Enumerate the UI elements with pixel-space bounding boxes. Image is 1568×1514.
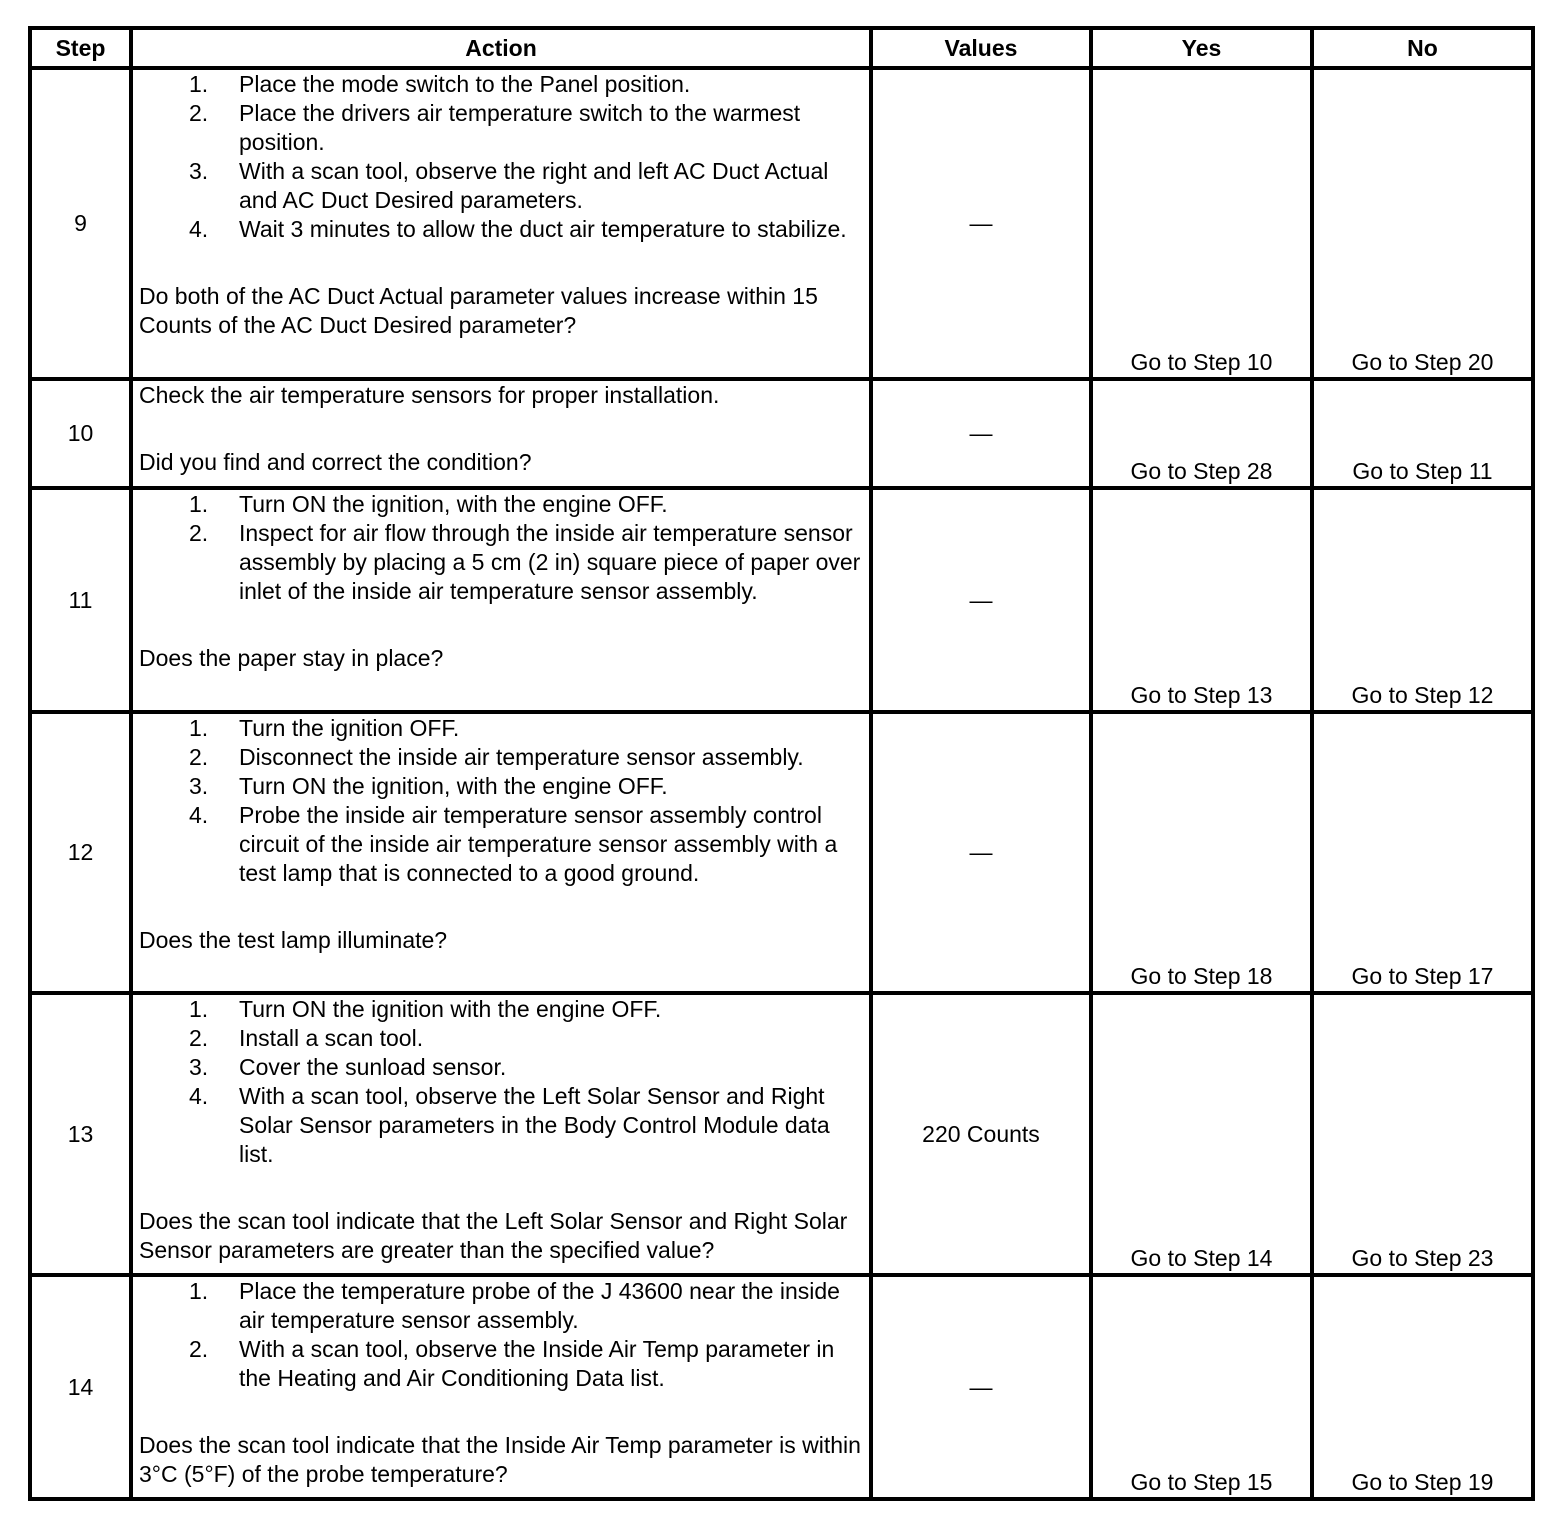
action-list bbox=[139, 714, 863, 888]
action-cell bbox=[131, 993, 871, 1275]
action-item: Turn ON the ignition, with the engine OFF. bbox=[239, 491, 668, 517]
header-step: Step bbox=[30, 28, 131, 68]
yes-cell: Go to Step 13 bbox=[1091, 488, 1312, 712]
action-item: Place the drivers air temperature switch to the warmest position. bbox=[239, 100, 801, 155]
header-no: No bbox=[1312, 28, 1533, 68]
action-item: Turn the ignition OFF. bbox=[239, 715, 460, 741]
action-item: With a scan tool, observe the right and left AC Duct Actual and AC Duct Desired parameters. bbox=[239, 158, 829, 213]
action-question: Does the scan tool indicate that the Inside Air Temp parameter is within 3°C (5°F) of the probe temperature? bbox=[139, 1432, 861, 1487]
action-list bbox=[139, 490, 863, 606]
table-row bbox=[30, 488, 1533, 712]
header-yes: Yes bbox=[1091, 28, 1312, 68]
yes-cell: Go to Step 18 bbox=[1091, 712, 1312, 993]
header-row bbox=[30, 28, 1533, 68]
value-cell: — bbox=[871, 379, 1091, 488]
step-number: 12 bbox=[30, 712, 131, 993]
yes-cell: Go to Step 15 bbox=[1091, 1275, 1312, 1499]
yes-cell: Go to Step 10 bbox=[1091, 68, 1312, 379]
action-item: Probe the inside air temperature sensor assembly control circuit of the inside air temperature sensor assembly with a test lamp that is connected to a good ground. bbox=[239, 802, 838, 886]
no-cell: Go to Step 17 bbox=[1312, 712, 1533, 993]
table-row bbox=[30, 68, 1533, 379]
value-cell: — bbox=[871, 712, 1091, 993]
table-row bbox=[30, 712, 1533, 993]
no-cell: Go to Step 23 bbox=[1312, 993, 1533, 1275]
action-item: Place the mode switch to the Panel position. bbox=[239, 71, 691, 97]
header-values: Values bbox=[871, 28, 1091, 68]
yes-cell: Go to Step 28 bbox=[1091, 379, 1312, 488]
action-item: Place the temperature probe of the J 43600 near the inside air temperature sensor assembly. bbox=[239, 1278, 840, 1333]
action-list bbox=[139, 995, 863, 1169]
action-text: Check the air temperature sensors for proper installation. bbox=[139, 382, 720, 408]
value-cell: — bbox=[871, 68, 1091, 379]
action-cell bbox=[131, 712, 871, 993]
action-item: Install a scan tool. bbox=[239, 1025, 424, 1051]
step-number: 13 bbox=[30, 993, 131, 1275]
table-row bbox=[30, 993, 1533, 1275]
action-item: Disconnect the inside air temperature sensor assembly. bbox=[239, 744, 804, 770]
action-question: Does the test lamp illuminate? bbox=[139, 927, 448, 953]
action-question: Does the scan tool indicate that the Left Solar Sensor and Right Solar Sensor parameters are greater than the specified value? bbox=[139, 1208, 848, 1263]
action-item: Turn ON the ignition with the engine OFF. bbox=[239, 996, 662, 1022]
value-cell: — bbox=[871, 1275, 1091, 1499]
step-number: 11 bbox=[30, 488, 131, 712]
value-cell: — bbox=[871, 488, 1091, 712]
action-cell bbox=[131, 1275, 871, 1499]
step-number: 10 bbox=[30, 379, 131, 488]
action-list bbox=[139, 70, 863, 244]
action-item: With a scan tool, observe the Inside Air Temp parameter in the Heating and Air Conditioning Data list. bbox=[239, 1336, 835, 1391]
table-row bbox=[30, 1275, 1533, 1499]
action-item: Cover the sunload sensor. bbox=[239, 1054, 507, 1080]
table-row bbox=[30, 379, 1533, 488]
action-item: Turn ON the ignition, with the engine OFF. bbox=[239, 773, 668, 799]
diagnostic-table bbox=[28, 26, 1535, 1501]
action-cell bbox=[131, 488, 871, 712]
no-cell: Go to Step 20 bbox=[1312, 68, 1533, 379]
no-cell: Go to Step 11 bbox=[1312, 379, 1533, 488]
action-cell bbox=[131, 379, 871, 488]
action-cell bbox=[131, 68, 871, 379]
action-list bbox=[139, 1277, 863, 1393]
action-item: Inspect for air flow through the inside air temperature sensor assembly by placing a 5 cm (2 in) square piece of paper over inlet of the inside air temperature sensor assembly. bbox=[239, 520, 861, 604]
no-cell: Go to Step 19 bbox=[1312, 1275, 1533, 1499]
no-cell: Go to Step 12 bbox=[1312, 488, 1533, 712]
action-question: Does the paper stay in place? bbox=[139, 645, 444, 671]
action-item: With a scan tool, observe the Left Solar Sensor and Right Solar Sensor parameters in the Body Control Module data list. bbox=[239, 1083, 830, 1167]
yes-cell: Go to Step 14 bbox=[1091, 993, 1312, 1275]
action-item: Wait 3 minutes to allow the duct air temperature to stabilize. bbox=[239, 216, 847, 242]
header-action: Action bbox=[131, 28, 871, 68]
step-number: 9 bbox=[30, 68, 131, 379]
action-question: Do both of the AC Duct Actual parameter values increase within 15 Counts of the AC Duct Desired parameter? bbox=[139, 283, 818, 338]
step-number: 14 bbox=[30, 1275, 131, 1499]
value-cell: 220 Counts bbox=[871, 993, 1091, 1275]
action-question: Did you find and correct the condition? bbox=[139, 449, 532, 475]
